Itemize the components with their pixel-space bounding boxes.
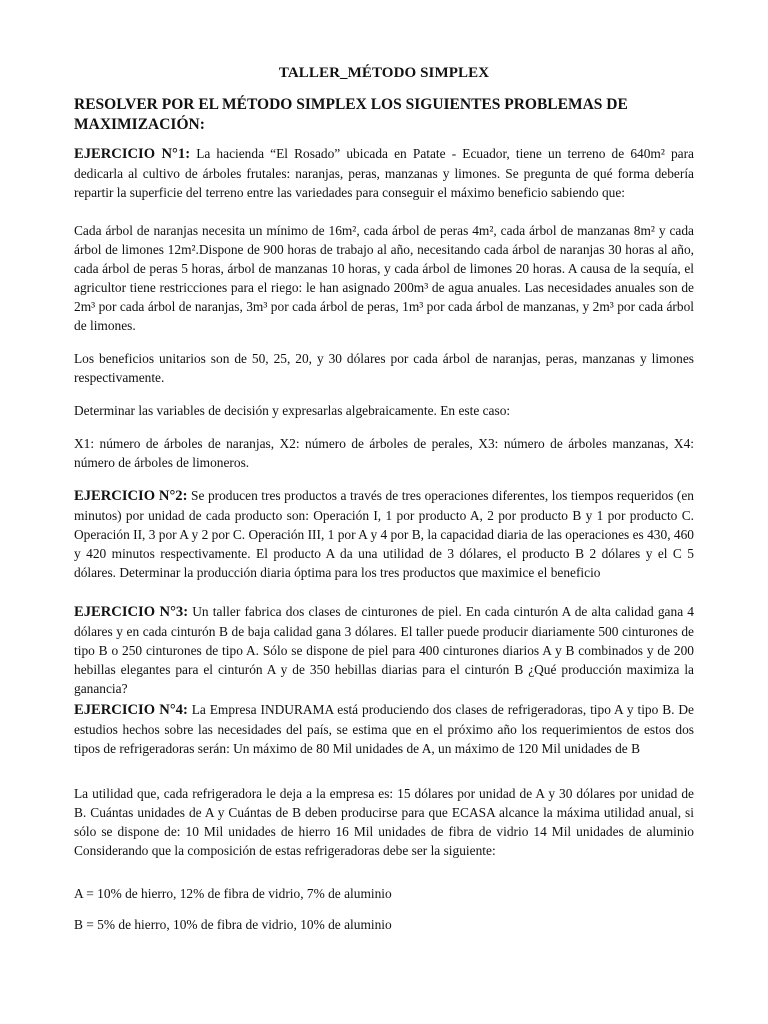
ex1-intro-paragraph [74,144,694,202]
ex4-paragraph [74,700,694,758]
ex1-label: EJERCICIO N°1: [74,146,191,162]
ex2-paragraph [74,486,694,582]
ex4-label: EJERCICIO N°4: [74,702,188,718]
document-heading: RESOLVER POR EL MÉTODO SIMPLEX LOS SIGUIENTES PROBLEMAS DE MAXIMIZACIÓN: [74,96,628,133]
ex3-text: Un taller fabrica dos clases de cinturones de piel. En cada cinturón A de alta calidad gana 4 dólares y en cada cinturón B de baja calidad gana 3 dólares. El taller puede producir diariamente 500 cinturones de tipo B o 250 cinturones de tipo A. Sólo se dispone de piel para 400 cinturones diarios A y B combinados y de 200 hebillas elegantes para el cinturón A y de 350 hebillas diarias para el cinturón B ¿Qué producción maximiza la ganancia? [74,604,694,696]
ex2-text: Se producen tres productos a través de tres operaciones diferentes, los tiempos requeridos (en minutos) por unidad de cada producto son: Operación I, 1 por producto A, 2 por producto B y 1 por producto C. Operación II, 3 por A y 2 por C. Operación III, 1 por A y 4 por B, la capacidad diaria de las operaciones es 430, 460 y 420 minutos respectivamente. El producto A da una utilidad de 3 dólares, el producto B 2 dólares y el C 5 dólares. Determinar la producción diaria óptima para los tres productos que maximice el beneficio [74,488,694,580]
ex1-benefits-paragraph: Los beneficios unitarios son de 50, 25, 20, y 30 dólares por cada árbol de naranjas, peras, manzanas y limones respectivamente. [74,351,694,385]
ex4-composition-b: B = 5% de hierro, 10% de fibra de vidrio, 10% de aluminio [74,917,392,932]
ex1-variables-definition: X1: número de árboles de naranjas, X2: número de árboles de perales, X3: número de árboles manzanas, X4: número de árboles de limoneros. [74,436,694,470]
ex1-intro-text: La hacienda “El Rosado” ubicada en Patate - Ecuador, tiene un terreno de 640m² para dedicarla al cultivo de árboles frutales: naranjas, peras, manzanas y limones. Se pregunta de qué forma debería repartir la superficie del terreno entre las variedades para conseguir el máximo beneficio sabiendo que: [74,146,694,200]
ex1-requirements-paragraph: Cada árbol de naranjas necesita un mínimo de 16m², cada árbol de peras 4m², cada árbol de manzanas 8m² y cada árbol de limones 12m².Dispone de 900 horas de trabajo al año, necesitando cada árbol de naranjas 30 horas al año, cada árbol de peras 5 horas, árbol de manzanas 10 horas, y cada árbol de limones 20 horas. A causa de la sequía, el agricultor tiene restricciones para el riego: le han asignado 200m³ de agua anuales. Las necesidades anuales son de 2m³ por cada árbol de naranjas, 3m³ por cada árbol de peras, 1m³ por cada árbol de manzanas, y 2m³ por cada árbol de limones. [74,223,694,333]
ex2-label: EJERCICIO N°2: [74,488,188,504]
document-title: TALLER_MÉTODO SIMPLEX [278,65,490,81]
ex4-composition-a: A = 10% de hierro, 12% de fibra de vidrio, 7% de aluminio [74,886,392,901]
ex4-utility-paragraph: La utilidad que, cada refrigeradora le deja a la empresa es: 15 dólares por unidad de A y 30 dólares por unidad de B. Cuántas unidades de A y Cuántas de B deben producirse para que ECASA alcance la máxima utilidad anual, si sólo se dispone de: 10 Mil unidades de hierro 16 Mil unidades de fibra de vidrio 14 Mil unidades de aluminio Considerando que la composición de estas refrigeradoras debe ser la siguiente: [74,786,694,858]
ex4-text: La Empresa INDURAMA está produciendo dos clases de refrigeradoras, tipo A y tipo B. De estudios hechos sobre las necesidades del país, se estima que en el próximo año los requerimientos de estos dos tipos de refrigeradoras serán: Un máximo de 80 Mil unidades de A, un máximo de 120 Mil unidades de B [74,702,694,756]
ex1-variables-intro: Determinar las variables de decisión y expresarlas algebraicamente. En este caso: [74,403,511,418]
ex3-paragraph [74,602,694,698]
ex3-label: EJERCICIO N°3: [74,604,189,620]
